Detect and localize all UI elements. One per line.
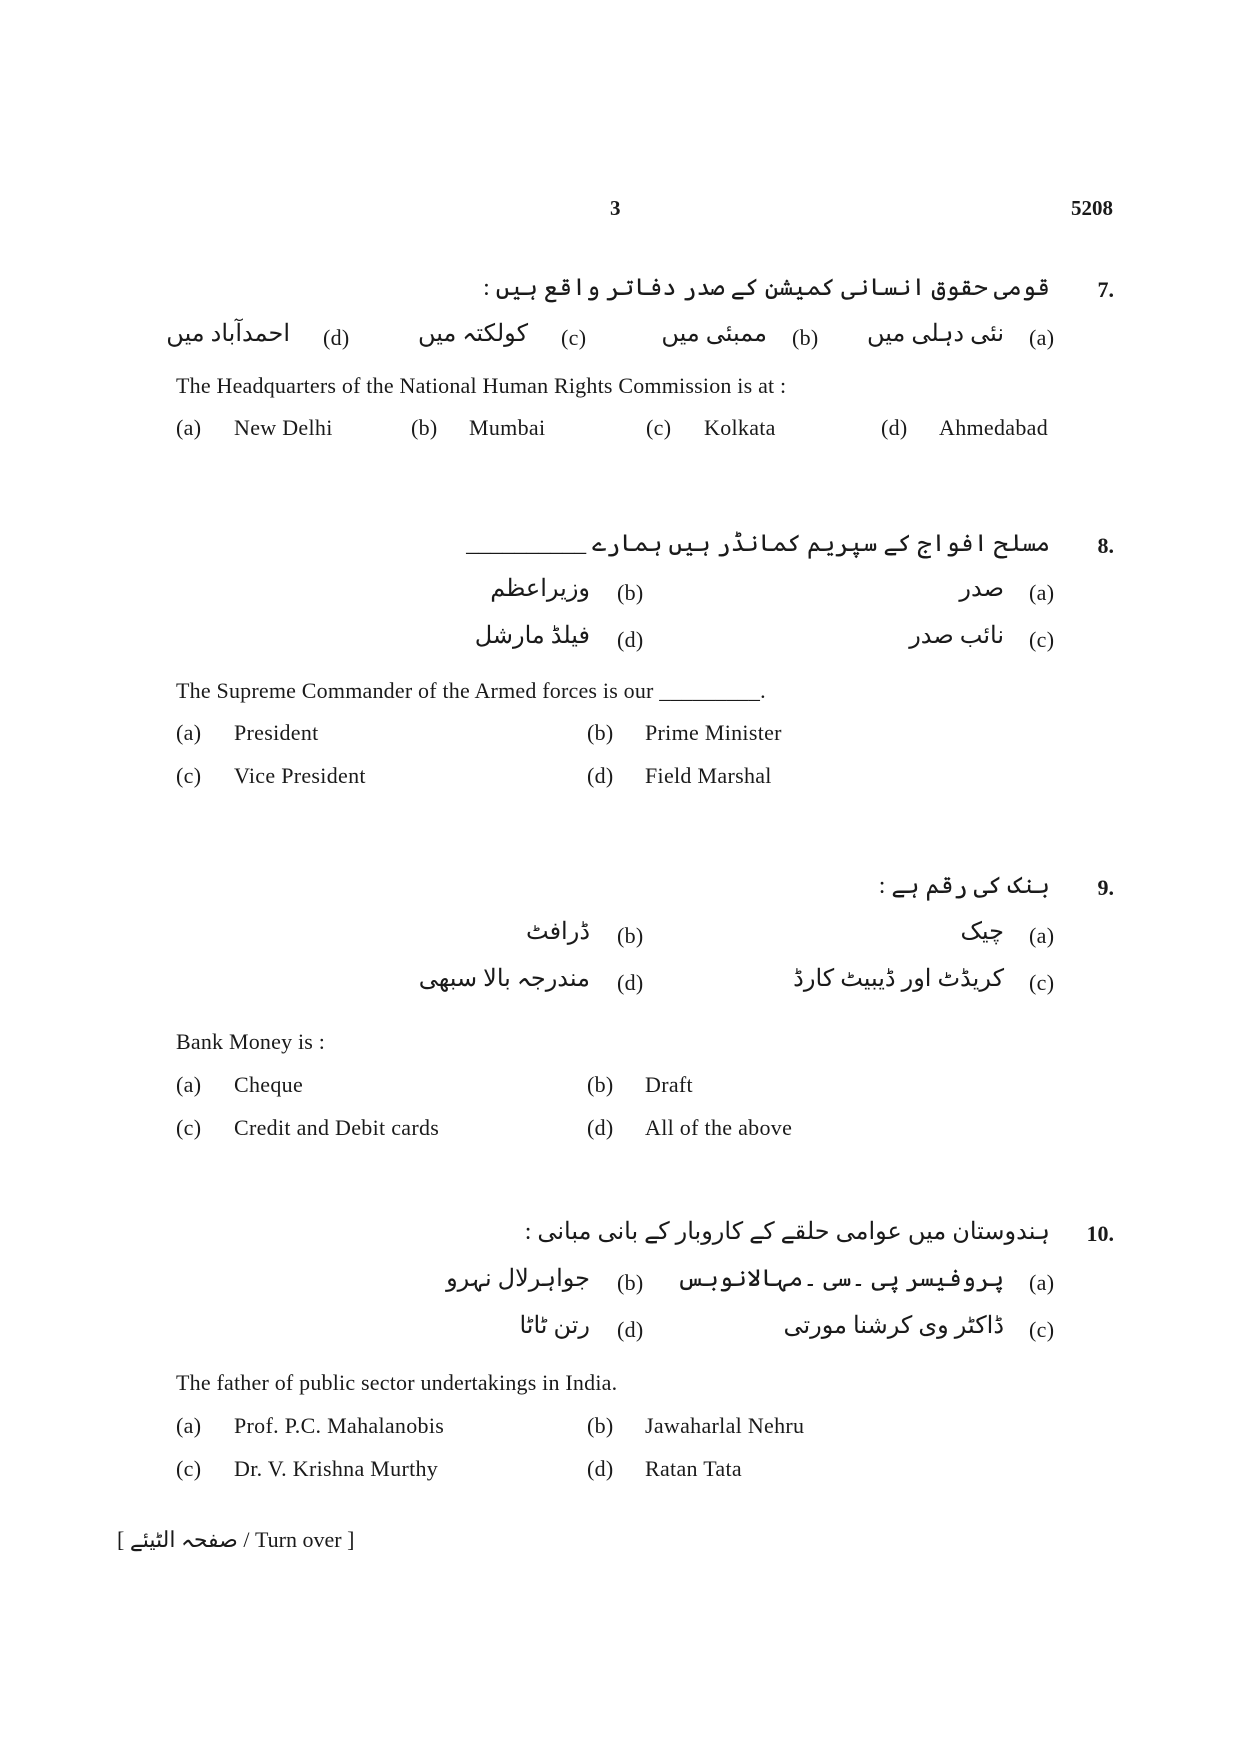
paper-code: 5208	[1071, 196, 1113, 220]
urdu-option-label: (d)	[617, 627, 644, 652]
urdu-option-text: کولکتہ میں	[417, 321, 528, 347]
urdu-option-text: نئی دہلی میں	[867, 321, 1004, 347]
urdu-option-text: ممبئی میں	[661, 321, 767, 347]
urdu-option-label: (a)	[1029, 580, 1055, 605]
urdu-option-label: (c)	[1029, 1317, 1055, 1342]
urdu-option-label: (d)	[323, 325, 350, 350]
option-text: Credit and Debit cards	[234, 1115, 440, 1140]
urdu-option-text: پروفیسر پی ۔سی ۔مہالانوبس	[676, 1266, 1004, 1292]
urdu-option-text: جواہرلال نہرو	[446, 1266, 590, 1292]
urdu-option-text: رتن ٹاٹا	[519, 1313, 590, 1339]
option-text: Ahmedabad	[939, 415, 1048, 440]
option-text: Vice President	[234, 763, 366, 788]
urdu-option-label: (c)	[1029, 970, 1055, 995]
option-label: (d)	[587, 1115, 614, 1140]
english-question-text: The Headquarters of the National Human Rights Commission is at :	[176, 373, 787, 398]
option-label: (b)	[411, 415, 438, 440]
english-question-text: The Supreme Commander of the Armed forces is our _________.	[176, 678, 766, 703]
option-text: Jawaharlal Nehru	[645, 1413, 805, 1438]
urdu-option-label: (d)	[617, 970, 644, 995]
question-number: 9.	[1097, 875, 1114, 900]
urdu-option-text: ڈاکٹر وی کرشنا مورتی	[783, 1313, 1004, 1339]
option-text: Prof. P.C. Mahalanobis	[234, 1413, 445, 1438]
option-text: Kolkata	[704, 415, 776, 440]
urdu-question-text: قومی حقوق انسانی کمیشن کے صدر دفاتر واقع ہیں :	[483, 275, 1050, 301]
option-label: (c)	[176, 1115, 202, 1140]
option-label: (b)	[587, 1413, 614, 1438]
option-label: (d)	[587, 763, 614, 788]
option-label: (b)	[587, 1072, 614, 1097]
urdu-option-label: (a)	[1029, 1270, 1055, 1295]
option-text: Mumbai	[469, 415, 546, 440]
option-label: (a)	[176, 720, 202, 745]
urdu-option-label: (a)	[1029, 325, 1055, 350]
urdu-option-text: وزیراعظم	[490, 576, 590, 602]
question-number: 10.	[1086, 1221, 1114, 1246]
footer-separator: /	[243, 1527, 250, 1552]
option-label: (c)	[646, 415, 672, 440]
option-text: All of the above	[645, 1115, 793, 1140]
option-text: Ratan Tata	[645, 1456, 742, 1481]
footer-turn-over: Turn over ]	[254, 1527, 355, 1552]
option-label: (c)	[176, 763, 202, 788]
option-label: (a)	[176, 415, 202, 440]
question-number: 8.	[1097, 533, 1114, 558]
option-text: Field Marshal	[645, 763, 772, 788]
urdu-question-text: بنک کی رقم ہے :	[878, 873, 1050, 899]
urdu-option-text: صدر	[959, 576, 1004, 602]
english-question-text: The father of public sector undertakings in India.	[176, 1370, 618, 1395]
urdu-option-text: نائب صدر	[909, 623, 1004, 649]
option-label: (b)	[587, 720, 614, 745]
urdu-option-label: (c)	[561, 325, 587, 350]
option-text: Draft	[645, 1072, 693, 1097]
option-label: (d)	[587, 1456, 614, 1481]
urdu-option-label: (b)	[617, 923, 644, 948]
urdu-option-text: فیلڈ مارشل	[474, 623, 590, 649]
option-text: Dr. V. Krishna Murthy	[234, 1456, 439, 1481]
urdu-option-text: مندرجہ بالا سبھی	[418, 966, 590, 992]
option-label: (a)	[176, 1413, 202, 1438]
page-number: 3	[610, 196, 621, 220]
urdu-question-text: ہندوستان میں عوامی حلقے کے کاروبار کے بانی مبانی :	[524, 1219, 1050, 1245]
option-label: (d)	[881, 415, 908, 440]
footer-open-bracket: [	[117, 1527, 125, 1552]
question-number: 7.	[1097, 277, 1114, 302]
urdu-option-label: (a)	[1029, 923, 1055, 948]
urdu-option-label: (b)	[792, 325, 819, 350]
option-label: (a)	[176, 1072, 202, 1097]
urdu-question-text: مسلح افواج کے سپریم کمانڈر ہیں ہمارے __________	[466, 531, 1050, 557]
urdu-option-text: کریڈٹ اور ڈیبیٹ کارڈ	[793, 966, 1004, 992]
option-label: (c)	[176, 1456, 202, 1481]
urdu-option-text: احمدآباد میں	[166, 321, 290, 347]
urdu-option-label: (d)	[617, 1317, 644, 1342]
option-text: President	[234, 720, 319, 745]
turn-over-note	[117, 1527, 354, 1553]
urdu-option-label: (c)	[1029, 627, 1055, 652]
urdu-option-label: (b)	[617, 1270, 644, 1295]
footer-urdu-turn-over: صفحہ الٹیئے	[129, 1527, 238, 1552]
option-text: New Delhi	[234, 415, 333, 440]
urdu-option-label: (b)	[617, 580, 644, 605]
urdu-option-text: چیک	[960, 919, 1004, 945]
urdu-option-text: ڈرافٹ	[526, 919, 590, 945]
english-question-text: Bank Money is :	[176, 1029, 326, 1054]
option-text: Cheque	[234, 1072, 304, 1097]
option-text: Prime Minister	[645, 720, 782, 745]
